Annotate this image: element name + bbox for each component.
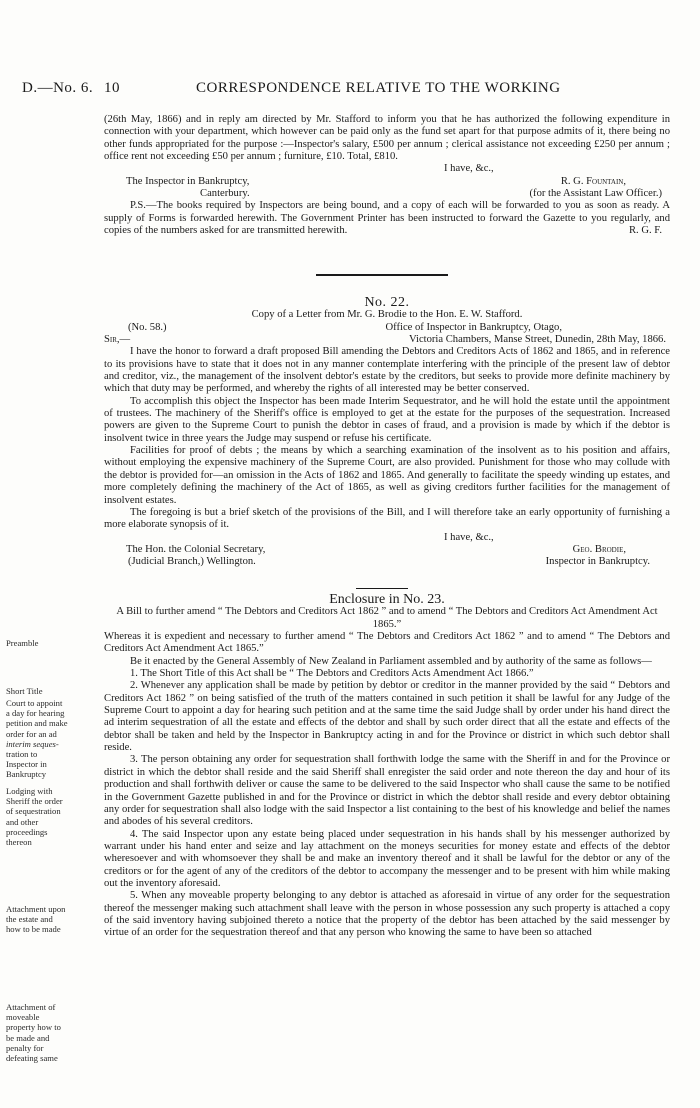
letter1-paragraph: (26th May, 1866) and in reply am directed by Mr. Stafford to inform you that he has authorized the following expenditure in connection with your department, which however can be paid only as the fund set apart for that purpose admits of it, there being no other funds appropriated for the purpose :—Inspector's salary, £500 per annum ; clerical assistance not exceeding £250 per annum ; office rent not exceeding £50 per annum ; furniture, £10. Total, £810.: [104, 114, 670, 163]
page-number: 10: [104, 80, 120, 96]
letter1-addressee-place: Canterbury.: [200, 188, 250, 200]
letter2-office: Office of Inspector in Bankruptcy, Otago,: [385, 321, 562, 333]
document-reference: D.—No. 6.: [22, 80, 94, 96]
letter1-postscript: P.S.—The books required by Inspectors are being bound, and a copy of each will be forwarded to you as soon as ready. A supply of Forms is forwarded herewith. The Government Printer has been instructed to forward the Gazette to you regularly, and copies of the numbers asked for are transmitted herewith.: [104, 200, 670, 237]
bill-section-4: 4. The said Inspector upon any estate being placed under sequestration in his hands shall by his messenger authorized by warrant under his hand enter and seize and lay attachment on the moneys securities for money estate and effects of the debtor wheresoever and with whomsoever they shall be and make an inventory thereof and it shall be lawful for the debtor or any of the creditors or for the agent of any of the creditors of the debtor to accompany the messenger and to be present with him while making out the inventory aforesaid.: [104, 828, 670, 889]
letter1-closing: I have, &c.,: [444, 163, 494, 175]
bill-section-2: 2. Whenever any application shall be made by petition by debtor or creditor in the manner provided by the said “ Debtors and Creditors Act 1862 ” on being satisfied of the truth of the matters contained in such petition it shall be lawful for any Judge of the Supreme Court to appoint a day for hearing such petition and at the same time the said Judge shall by order under his hand direct the ad interim sequestration of all the estate and effects of the debtor and shall by such order direct that all the estate and effects of the debtor shall be taken and held by the Inspector in Bankruptcy acting in and for the Province or district in which such debtor shall reside.: [104, 680, 670, 754]
letter2-closing: I have, &c.,: [444, 531, 494, 543]
letter2-signer: Geo. Brodie,: [572, 543, 626, 555]
section-divider: [316, 274, 448, 276]
margin-note-section-4: Attachment upon the estate and how to be made: [6, 904, 66, 935]
letter2-ref: (No. 58.): [128, 321, 167, 333]
letter2-address: Victoria Chambers, Manse Street, Dunedin, 28th May, 1866.: [409, 334, 666, 346]
letter2-salutation: Sir,—: [104, 334, 131, 346]
short-divider: [356, 588, 408, 589]
letter-no-22: [104, 297, 670, 569]
enclosure-bill: [104, 594, 670, 940]
letter2-paragraph-3: Facilities for proof of debts ; the means by which a searching examination of the insolvent as to his position and affairs, without employing the expensive machinery of the Supreme Court, are also provided. Punishment for those who may collude with the debtor is provided for—an omission in the Acts of 1862 and 1865. And generally to facilitate the speedy winding up estates, and more completely defining the machinery of the Act of 1865, as well as giving creditors further facilities for the management of insolvent estates.: [104, 445, 670, 506]
letter2-addressee: The Hon. the Colonial Secretary,: [126, 543, 266, 555]
margin-note-preamble: Preamble: [6, 638, 39, 648]
bill-section-5: 5. When any moveable property belonging to any debtor is attached as aforesaid in virtue of any order for the sequestration thereof the messenger making such attachment shall leave with the person in whose possession any such property is attached a copy of the said inventory having subjoined thereto a notice that the property of the debtor has been attached by the said messenger by virtue of an order for the sequestration thereof and that any person who knowing the same to have been so attached: [104, 890, 670, 939]
letter2-addressee-place: (Judicial Branch,) Wellington.: [128, 556, 256, 568]
letter2-paragraph-1: I have the honor to forward a draft proposed Bill amending the Debtors and Creditors Acts of 1862 and 1865, and in reference to its provisions have to state that it does not in any manner contemplate interfering with the principle of the present law of debtor and creditor, viz., the management of the insolvent debtor's estate by the creditors, but seeks to provide more definite machinery by which that duty may be performed, and whereby the rights of all interested may be better conserved.: [104, 346, 670, 395]
margin-note-short-title: Short Title: [6, 686, 43, 696]
letter2-number: No. 22.: [364, 295, 410, 310]
letter-continuation: [104, 114, 670, 238]
bill-section-3: 3. The person obtaining any order for sequestration shall forthwith lodge the same with the Sheriff in and for the Province or district in which the debtor shall reside and the said Sheriff shall enregister the said order and note thereon the day and hour of its production and shall forthwith deliver or cause the same to be delivered to the said Inspector who shall cause the same to be notified in the Government Gazette published in and for the Province or district in which the debtor shall reside and every debtor obtaining any order for sequestration shall also lodge with the said Inspector a list containing to the best of his knowledge and belief the names and abodes of his several creditors.: [104, 754, 670, 828]
margin-note-section-3: Lodging with Sheriff the order of sequestration and other proceedings thereon: [6, 786, 63, 848]
bill-enacting-clause: Be it enacted by the General Assembly of New Zealand in Parliament assembled and by authority of the same as follows—: [130, 655, 652, 667]
letter2-paragraph-2: To accomplish this object the Inspector has been made Interim Sequestrator, and he will hold the estate until the appointment of trustees. The machinery of the Sheriff's office is employed to get at the estate for the purposes of the sequestration. Increased powers are given to the Supreme Court to punish the debtor in cases of fraud, and a provision is made by which if the debtor is insolvent twice in three years the Judge may suspend or refuse his certificate.: [104, 395, 670, 444]
letter2-heading: Copy of a Letter from Mr. G. Brodie to the Hon. E. W. Stafford.: [251, 309, 523, 321]
letter1-addressee: The Inspector in Bankruptcy,: [126, 175, 250, 187]
bill-title: A Bill to further amend “ The Debtors and Creditors Act 1862 ” and to amend “ The Debtors and Creditors Act Amendment Act 1865.”: [116, 606, 658, 630]
letter1-signer-title: (for the Assistant Law Officer.): [529, 188, 662, 200]
bill-preamble: Whereas it is expedient and necessary to further amend “ The Debtors and Creditors Act 1862 ” and to amend “ The Debtors and Creditors Act Amendment Act 1865.”: [104, 631, 670, 655]
letter2-signer-title: Inspector in Bankruptcy.: [545, 556, 650, 568]
enclosure-heading: Enclosure in No. 23.: [329, 592, 445, 607]
page-title: CORRESPONDENCE RELATIVE TO THE WORKING: [196, 80, 561, 96]
letter1-ps-initials: R. G. F.: [628, 225, 662, 237]
margin-note-section-2: Court to appoint a day for hearing petition and make order for an ad interim seques- tration to Inspector in Bankruptcy: [6, 698, 68, 780]
letter1-signer: R. G. Fountain,: [560, 175, 626, 187]
bill-section-1: 1. The Short Title of this Act shall be “ The Debtors and Creditors Acts Amendment Act 1866.”: [130, 668, 534, 680]
letter2-paragraph-4: The foregoing is but a brief sketch of the provisions of the Bill, and I will therefore take an early opportunity of furnishing a more elaborate synopsis of it.: [104, 506, 670, 531]
margin-note-section-5: Attachment of moveable property how to be made and penalty for defeating same: [6, 1002, 61, 1064]
